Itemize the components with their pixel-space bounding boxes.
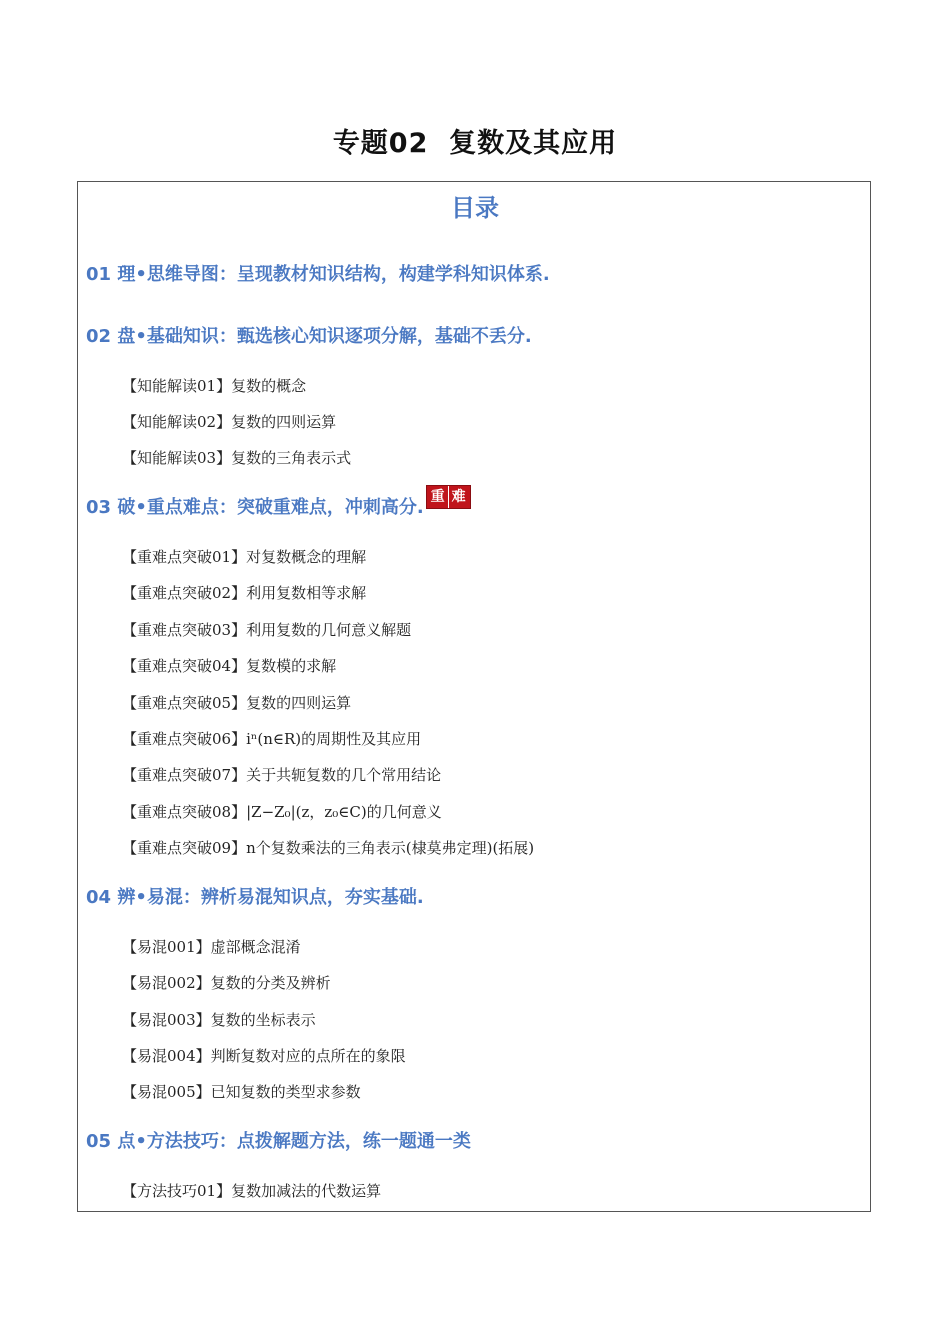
toc-item-breakthrough-05[interactable]: 【重难点突破05】复数的四则运算 bbox=[122, 694, 352, 712]
toc-item-confusion-002[interactable]: 【易混002】复数的分类及辨析 bbox=[122, 974, 331, 992]
toc-item-knowledge-01[interactable]: 【知能解读01】复数的概念 bbox=[122, 377, 307, 395]
toc-item-confusion-001[interactable]: 【易混001】虚部概念混淆 bbox=[122, 938, 301, 956]
badge-char-zhong: 重 bbox=[430, 489, 445, 505]
toc-item-breakthrough-01[interactable]: 【重难点突破01】对复数概念的理解 bbox=[122, 548, 367, 566]
toc-heading: 目录 bbox=[451, 194, 499, 222]
section-title-confusions[interactable]: 04 辨•易混：辨析易混知识点，夯实基础. bbox=[86, 887, 424, 908]
toc-item-breakthrough-04[interactable]: 【重难点突破04】复数模的求解 bbox=[122, 657, 337, 675]
toc-item-method-01[interactable]: 【方法技巧01】复数加减法的代数运算 bbox=[122, 1182, 382, 1200]
section-title-mind-map[interactable]: 01 理•思维导图：呈现教材知识结构，构建学科知识体系. bbox=[86, 264, 550, 285]
section-title-methods[interactable]: 05 点•方法技巧：点拨解题方法，练一题通一类 bbox=[86, 1131, 471, 1152]
section-title-key-difficulties[interactable] bbox=[86, 489, 471, 522]
toc-item-confusion-003[interactable]: 【易混003】复数的坐标表示 bbox=[122, 1011, 316, 1029]
badge-char-nan: 难 bbox=[448, 486, 469, 508]
toc-item-knowledge-02[interactable]: 【知能解读02】复数的四则运算 bbox=[122, 413, 337, 431]
toc-item-confusion-005[interactable]: 【易混005】已知复数的类型求参数 bbox=[122, 1083, 361, 1101]
toc-item-confusion-004[interactable]: 【易混004】判断复数对应的点所在的象限 bbox=[122, 1047, 406, 1065]
toc-item-breakthrough-07[interactable]: 【重难点突破07】关于共轭复数的几个常用结论 bbox=[122, 766, 442, 784]
toc-item-knowledge-03[interactable]: 【知能解读03】复数的三角表示式 bbox=[122, 449, 352, 467]
toc-item-breakthrough-02[interactable]: 【重难点突破02】利用复数相等求解 bbox=[122, 584, 367, 602]
document-title: 专题02 复数及其应用 bbox=[332, 128, 618, 159]
toc-item-breakthrough-06[interactable]: 【重难点突破06】iⁿ(n∈R)的周期性及其应用 bbox=[122, 730, 422, 748]
toc-item-breakthrough-09[interactable]: 【重难点突破09】n个复数乘法的三角表示(棣莫弗定理)(拓展) bbox=[122, 839, 535, 857]
key-difficulty-badge bbox=[426, 485, 471, 509]
toc-item-breakthrough-03[interactable]: 【重难点突破03】利用复数的几何意义解题 bbox=[122, 621, 412, 639]
section-title-key-difficulties-text: 03 破•重点难点：突破重难点，冲刺高分. bbox=[86, 497, 424, 518]
section-title-basic-knowledge[interactable]: 02 盘•基础知识：甄选核心知识逐项分解，基础不丢分. bbox=[86, 326, 532, 347]
toc-item-breakthrough-08[interactable]: 【重难点突破08】|Z−Z₀|(z，z₀∈C)的几何意义 bbox=[122, 803, 442, 821]
